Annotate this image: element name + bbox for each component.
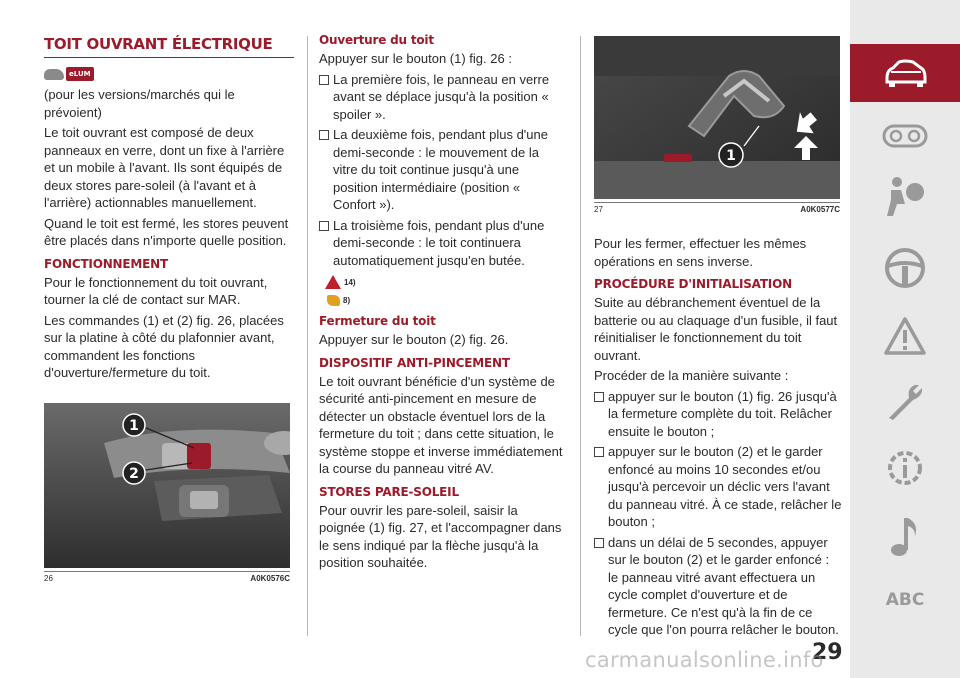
- step-3: dans un délai de 5 secondes, appuyer sur le bouton (2) et le garder enfoncé : le panneau vitré avant effectuera un cycle complet d'ouverture et de fermeture. Ce n'est qu'à la fin de ce cycle que l'on pourra relâcher le bouton.: [594, 534, 842, 639]
- heading-stores: STORES PARE-SOLEIL: [319, 484, 459, 499]
- column-2: [319, 30, 565, 572]
- figure-26-caption: [44, 571, 290, 583]
- note-reference: [327, 295, 565, 306]
- step-1: appuyer sur le bouton (1) fig. 26 jusqu'à la fermeture complète du toit. Relâcher ensuite le bouton ;: [594, 388, 842, 441]
- figure-26-code: A0K0576C: [250, 574, 290, 583]
- sidebar-item-emergency[interactable]: [850, 308, 960, 364]
- paragraph-stores-pare-soleil: Pour ouvrir les pare-soleil, saisir la poignée (1) fig. 27, et l'accompagner dans le sens indiqué par la flèche jusqu'à la position souhaitée.: [319, 502, 562, 570]
- airbag-icon: [883, 174, 927, 218]
- sidebar-item-technical-data[interactable]: [850, 440, 960, 496]
- warning-reference: [325, 275, 565, 289]
- bullet-3: La troisième fois, pendant plus d'une demi-seconde : le toit continuera automatiquement jusqu'en butée.: [319, 217, 565, 270]
- paragraph-description: Le toit ouvrant est composé de deux panneaux en verre, dont un fixe à l'arrière et un mobile à l'avant. Ils sont équipés de deux stores pare-soleil (à l'avant et à l'arrière) actionnables manuellement.: [44, 125, 285, 210]
- sidebar-item-car[interactable]: [850, 44, 960, 102]
- elum-badge: eLUM: [66, 67, 94, 81]
- column-1: [44, 30, 294, 382]
- paragraph-fermer: Pour les fermer, effectuer les mêmes opérations en sens inverse.: [594, 236, 807, 269]
- callout-2: 2: [129, 466, 139, 482]
- sidebar-item-maintenance[interactable]: [850, 374, 960, 430]
- chapter-sidebar: [850, 0, 960, 678]
- abc-label: ABC: [885, 590, 925, 610]
- car-icon: [44, 69, 64, 80]
- figure-26: [44, 403, 290, 583]
- warning-triangle-icon: [325, 275, 341, 289]
- gear-info-icon: [883, 446, 927, 490]
- figure-27-number: 27: [594, 205, 603, 214]
- figure-26-number: 26: [44, 574, 53, 583]
- column-3: [594, 232, 842, 639]
- sidebar-item-safety[interactable]: [850, 168, 960, 224]
- heading-fonctionnement: FONCTIONNEMENT: [44, 256, 168, 271]
- paragraph-appuyer-2: Appuyer sur le bouton (2) fig. 26.: [319, 332, 509, 347]
- note-ref: 8): [343, 296, 351, 305]
- figure-27: [594, 36, 840, 214]
- column-divider-2: [580, 36, 581, 636]
- figure-27-caption: [594, 202, 840, 214]
- sidebar-item-dashboard[interactable]: [850, 108, 960, 164]
- paragraph-initialisation: Suite au débranchement éventuel de la batterie ou au claquage d'un fusible, il faut réinitialiser le fonctionnement du toit ouvrant.: [594, 295, 838, 363]
- page-number: 29: [812, 640, 843, 665]
- paragraph-commands: Les commandes (1) et (2) fig. 26, placées sur la platine à côté du plafonnier avant, commandent les fonctions d'ouverture/fermeture du toit.: [44, 312, 284, 380]
- bullet-2: La deuxième fois, pendant plus d'une demi-seconde : le mouvement de la vitre du toit continue jusqu'à une position intermédiaire (position « Confort »).: [319, 126, 565, 214]
- callout-1: 1: [726, 148, 736, 164]
- column-divider-1: [307, 36, 308, 636]
- figure-26-image: [44, 403, 290, 568]
- wrench-icon: [883, 380, 927, 424]
- figure-27-image: [594, 36, 840, 199]
- sidebar-item-index[interactable]: [850, 572, 960, 628]
- warning-icon: [883, 316, 927, 356]
- paragraph-stores: Quand le toit est fermé, les stores peuvent être placés dans n'importe quelle position.: [44, 215, 289, 248]
- heading-initialisation: PROCÉDURE D'INITIALISATION: [594, 277, 792, 291]
- sidebar-item-driving[interactable]: [850, 240, 960, 296]
- car-icon: [881, 58, 929, 88]
- steering-wheel-icon: [883, 246, 927, 290]
- bullet-1: La première fois, le panneau en verre avant se déplace jusqu'à la position « spoiler ».: [319, 71, 565, 124]
- heading-ouverture: Ouverture du toit: [319, 33, 434, 47]
- paragraph-procedure: Procéder de la manière suivante :: [594, 368, 789, 383]
- callout-1: 1: [129, 418, 139, 434]
- watermark: carmanualsonline.info: [585, 648, 824, 672]
- warning-ref: 14): [344, 277, 356, 287]
- paragraph-appuyer-1: Appuyer sur le bouton (1) fig. 26 :: [319, 51, 512, 66]
- caution-hand-icon: [327, 295, 340, 306]
- paragraph-anti-pincement: Le toit ouvrant bénéficie d'un système de sécurité anti-pincement en mesure de détecter un obstacle éventuel lors de la fermeture du toit ; dans cette situation, le système stoppe et inverse immédiatement la course du panneau vitré AV.: [319, 373, 563, 476]
- heading-fermeture: Fermeture du toit: [319, 314, 436, 328]
- sidebar-item-multimedia[interactable]: [850, 508, 960, 564]
- heading-anti-pincement: DISPOSITIF ANTI-PINCEMENT: [319, 355, 510, 370]
- dashboard-icon: [882, 122, 928, 150]
- figure-27-code: A0K0577C: [800, 205, 840, 214]
- paragraph-key: Pour le fonctionnement du toit ouvrant, tourner la clé de contact sur MAR.: [44, 274, 268, 307]
- paragraph-versions: (pour les versions/marchés qui le prévoient): [44, 87, 235, 120]
- music-note-icon: [887, 514, 923, 558]
- step-2: appuyer sur le bouton (2) et le garder enfoncé au moins 10 secondes et/ou jusqu'à percevoir un déclic vers l'avant du panneau vitré. À ce stade, relâcher le bouton ;: [594, 443, 842, 531]
- page-title: TOIT OUVRANT ÉLECTRIQUE: [44, 35, 294, 58]
- version-badge: [44, 65, 294, 83]
